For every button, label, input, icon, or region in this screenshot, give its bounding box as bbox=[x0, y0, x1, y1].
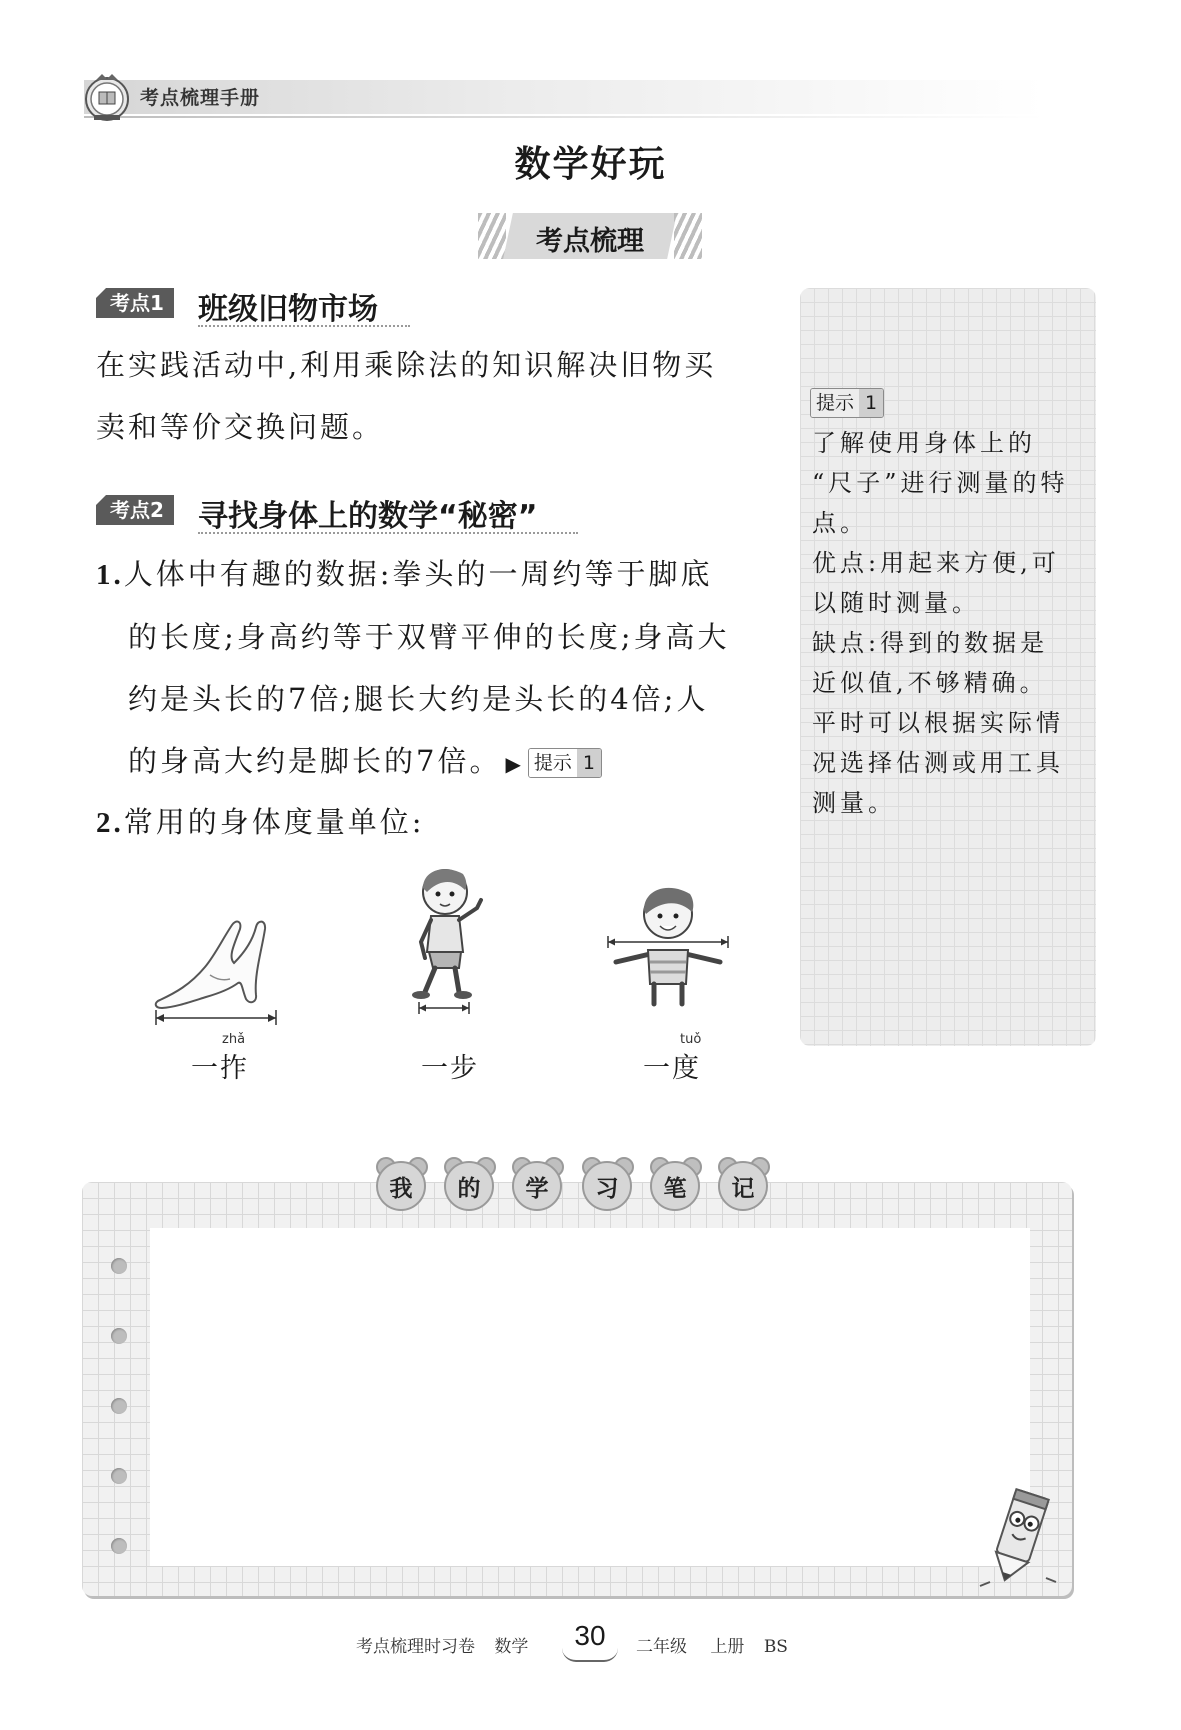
topic-1-title: 班级旧物市场 bbox=[198, 292, 378, 327]
topic-2-title: 寻找身体上的数学“秘密” bbox=[198, 499, 538, 534]
hint-line: 平时可以根据实际情 bbox=[812, 709, 1064, 737]
item-2-number: 2. bbox=[96, 807, 124, 839]
footer-left bbox=[356, 1632, 528, 1657]
binder-hole-icon bbox=[111, 1538, 127, 1554]
topic-1-line-1: 在实践活动中,利用乘除法的知识解决旧物买 bbox=[96, 348, 717, 382]
topic-1-body bbox=[96, 334, 776, 458]
item-1-number: 1. bbox=[96, 559, 124, 591]
notes-title-bear-1 bbox=[376, 1157, 426, 1207]
item-1-line-3: 约是头长的7倍;腿长大约是头长的4倍;人 bbox=[128, 682, 709, 716]
topic-1-line-2: 卖和等价交换问题。 bbox=[96, 410, 385, 444]
walking-child-illustration bbox=[405, 862, 505, 1014]
notes-title-bear-2 bbox=[444, 1157, 494, 1207]
notes-title-bear-4 bbox=[582, 1157, 632, 1207]
hint-line: 近似值,不够精确。 bbox=[812, 669, 1048, 697]
hand-span-illustration bbox=[150, 905, 290, 1025]
hint-line: “尺子”进行测量的特 bbox=[812, 469, 1069, 497]
item-1-line-2: 的长度;身高约等于双臂平伸的长度;身高大 bbox=[128, 620, 730, 654]
topic-2-underline bbox=[198, 532, 578, 534]
binder-hole-icon bbox=[111, 1328, 127, 1344]
topic-2-item-2 bbox=[96, 791, 696, 854]
header-title: 考点梳理手册 bbox=[140, 87, 261, 109]
notes-title-char: 笔 bbox=[663, 1176, 687, 1202]
footer-subject: 数学 bbox=[494, 1637, 529, 1657]
footer-book-name: 考点梳理时习卷 bbox=[356, 1637, 475, 1657]
inline-hint-link[interactable] bbox=[528, 748, 602, 778]
hint-line: 点。 bbox=[812, 509, 868, 537]
footer-volume: 上册 bbox=[710, 1637, 745, 1657]
binder-hole-icon bbox=[111, 1258, 127, 1274]
item-1-line-4 bbox=[96, 730, 796, 795]
hint-panel-label: 提示 bbox=[811, 389, 859, 417]
pencil-mascot-icon bbox=[976, 1482, 1060, 1590]
page-title: 数学好玩 bbox=[514, 143, 667, 185]
notes-title-bear-6 bbox=[718, 1157, 768, 1207]
topic-2-tag: 考点2 bbox=[96, 495, 174, 525]
notes-title-char: 我 bbox=[389, 1176, 413, 1202]
figure-1-label: 一拃 bbox=[191, 1053, 249, 1084]
figure-2-label: 一步 bbox=[421, 1053, 479, 1084]
topic-2-item-1 bbox=[96, 543, 796, 795]
notes-title-char: 的 bbox=[457, 1176, 481, 1202]
page-number: 30 bbox=[574, 1620, 606, 1651]
arm-span-child-illustration bbox=[606, 880, 730, 1010]
notes-title-bear-3 bbox=[512, 1157, 562, 1207]
figure-3-pinyin: tuǒ bbox=[680, 1032, 702, 1047]
topic-1-tag: 考点1 bbox=[96, 288, 174, 318]
topic-1-header bbox=[96, 284, 416, 327]
header-divider bbox=[84, 116, 1044, 118]
hint-panel-number: 1 bbox=[859, 389, 883, 417]
hint-line: 况选择估测或用工具 bbox=[812, 749, 1064, 777]
hint-line: 测量。 bbox=[812, 789, 896, 817]
item-1-text-4: 的身高大约是脚长的7倍。 bbox=[128, 744, 502, 778]
hint-line: 了解使用身体上的 bbox=[812, 429, 1036, 457]
hint-arrow-icon: ▶ bbox=[505, 752, 524, 776]
notes-title-char: 习 bbox=[595, 1176, 619, 1202]
inline-hint-label: 提示 bbox=[529, 749, 577, 777]
notes-title-char: 学 bbox=[525, 1176, 549, 1202]
notes-title-char: 记 bbox=[731, 1176, 755, 1202]
footer-edition: BS bbox=[763, 1637, 788, 1657]
footer-grade: 二年级 bbox=[636, 1637, 687, 1657]
footer-right bbox=[636, 1632, 788, 1657]
study-notes-writing-area[interactable] bbox=[150, 1228, 1030, 1566]
notes-title-bear-5 bbox=[650, 1157, 700, 1207]
book-seal-logo-icon bbox=[82, 72, 132, 122]
item-1-text-1: 人体中有趣的数据:拳头的一周约等于脚底 bbox=[123, 557, 713, 591]
inline-hint-number: 1 bbox=[577, 749, 601, 777]
binder-hole-icon bbox=[111, 1468, 127, 1484]
binder-hole-icon bbox=[111, 1398, 127, 1414]
hint-line: 以随时测量。 bbox=[812, 589, 980, 617]
topic-2-header bbox=[96, 491, 586, 534]
topic-1-underline bbox=[198, 325, 410, 327]
hint-line: 缺点:得到的数据是 bbox=[812, 629, 1049, 657]
hint-panel-chip bbox=[810, 388, 884, 418]
item-1-line-1 bbox=[96, 543, 796, 606]
item-2-text: 常用的身体度量单位: bbox=[123, 805, 425, 839]
hint-panel-text bbox=[812, 423, 1092, 823]
hint-line: 优点:用起来方便,可 bbox=[812, 549, 1060, 577]
section-title: 考点梳理 bbox=[536, 226, 644, 257]
section-banner bbox=[478, 213, 702, 259]
figure-1-pinyin: zhǎ bbox=[222, 1032, 246, 1047]
figure-3-label: 一度 bbox=[643, 1053, 701, 1084]
